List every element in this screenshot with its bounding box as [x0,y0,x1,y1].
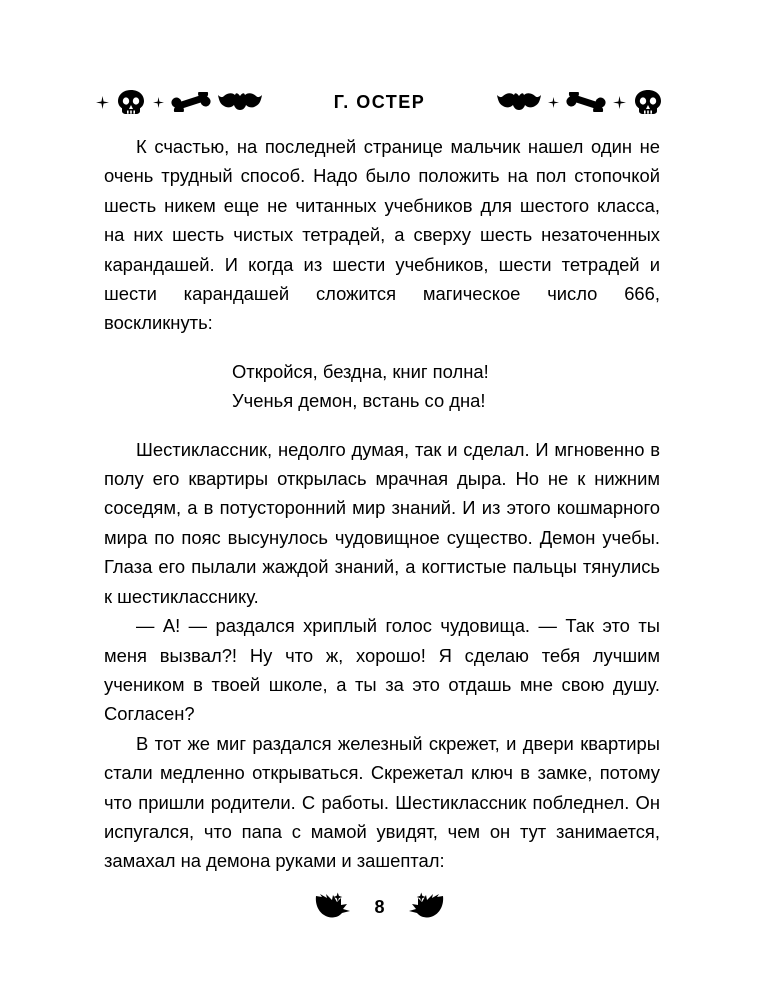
bone-icon [566,92,606,112]
sparkle-icon [96,96,109,109]
paragraph: Шестиклассник, недолго думая, так и сделал. И мгновенно в полу его квартиры открылась мрачная дыра. Но не к нижним соседям, а в потусторонний мир знаний. И из этого кошмарного мира по пояс высунулось чудовищное существо. Демон учебы. Глаза его пылали жаждой знаний, а когтистые пальцы тянулись к шестикласснику. [104,438,660,607]
sparkle-icon [613,96,626,109]
paragraph: К счастью, на последней странице мальчик нашел один не очень трудный способ. Надо было положить на пол стопочкой шесть никем еще не читанных учебников для шестого класса, на них шесть чистых тетрадей, а сверху шесть незаточенных карандашей. И когда из шести учебников, шести тетрадей и шести карандашей сложится магическое число 666, воскликнуть: [104,136,660,334]
page-footer [0,892,759,922]
verse-line: Откройся, бездна, книг полна! [232,360,489,382]
paragraph: — А! — раздался хриплый голос чудовища. — Так это ты меня вызвал?! Ну что ж, хорошо! Я сделаю тебя лучшим учеником в твоей школе, а ты за это отдашь мне свою душу. Согласен? [104,615,660,725]
claw-hand-icon [310,892,356,922]
sparkle-icon [153,97,164,108]
header-ornaments-left [96,89,262,115]
paragraph: В тот же миг раздался железный скрежет, и двери квартиры стали медленно открываться. Скрежетал ключ в замке, потому что пришли родители. С работы. Шестиклассник побледнел. Он испугался, что папа с мамой увидят, чем он тут занимается, замахал на демона руками и зашептал: [104,732,660,872]
page-body [104,132,660,876]
bat-icon [497,91,541,113]
page-number: 8 [374,896,385,917]
page-header [96,84,663,120]
header-ornaments-right [497,89,663,115]
skull-icon [633,89,663,115]
skull-icon [116,89,146,115]
bone-icon [171,92,211,112]
bat-icon [218,91,262,113]
verse-block [104,357,660,416]
running-title: Г. ОСТЕР [333,91,426,112]
verse-line: Ученья демон, встань со дна! [232,390,486,412]
claw-hand-icon [403,892,449,922]
sparkle-icon [548,97,559,108]
